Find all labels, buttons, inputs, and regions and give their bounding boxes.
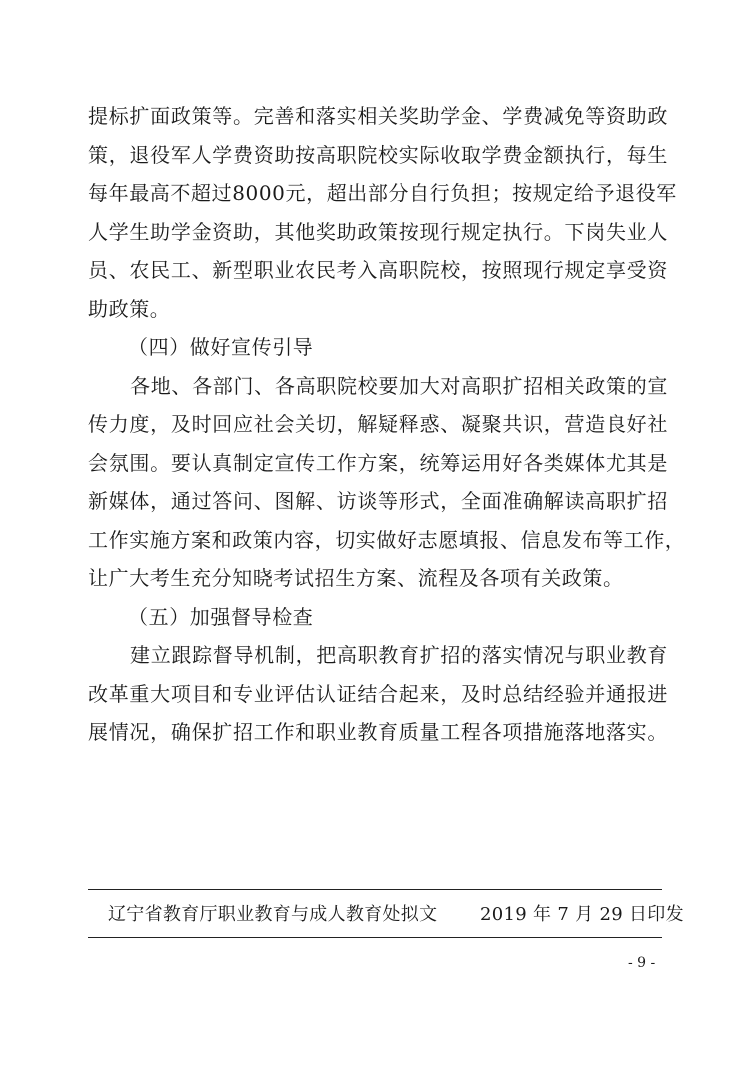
body-line: 提标扩面政策等。完善和落实相关奖助学金、学费减免等资助政 xyxy=(88,104,668,128)
body-line: 策，退役军人学费资助按高职院校实际收取学费金额执行，每生 xyxy=(88,142,668,167)
body-line: 新媒体，通过答问、图解、访谈等形式，全面准确解读高职扩招 xyxy=(88,489,668,513)
section-heading-5: （五）加强督导检查 xyxy=(128,604,314,629)
body-line: 助政策。 xyxy=(88,296,171,321)
body-line: 让广大考生充分知晓考试招生方案、流程及各项有关政策。 xyxy=(88,566,624,590)
body-line: 每年最高不超过8000元，超出部分自行负担；按规定给予退役军 xyxy=(88,181,677,205)
body-line: 人学生助学金资助，其他奖助政策按现行规定执行。下岗失业人 xyxy=(88,219,668,244)
footer-print-date: 2019 年 7 月 29 日印发 xyxy=(480,904,684,925)
footer-bottom-rule xyxy=(88,937,662,938)
body-line: 员、农民工、新型职业农民考入高职院校，按照现行规定享受资 xyxy=(88,258,668,282)
body-line: 展情况，确保扩招工作和职业教育质量工程各项措施落地落实。 xyxy=(88,720,668,744)
body-line: 建立跟踪督导机制，把高职教育扩招的落实情况与职业教育 xyxy=(130,643,668,667)
body-line: 各地、各部门、各高职院校要加大对高职扩招相关政策的宣 xyxy=(130,373,668,398)
page-number: - 9 - xyxy=(628,955,656,971)
body-line: 改革重大项目和专业评估认证结合起来，及时总结经验并通报进 xyxy=(88,681,668,706)
body-line: 传力度，及时回应社会关切，解疑释惑、凝聚共识，营造良好社 xyxy=(88,412,668,436)
section-heading-4: （四）做好宣传引导 xyxy=(128,335,314,359)
document-body xyxy=(88,97,686,752)
body-line: 工作实施方案和政策内容，切实做好志愿填报、信息发布等工作， xyxy=(88,527,686,552)
footer-top-rule xyxy=(88,889,662,890)
footer-issuer: 辽宁省教育厅职业教育与成人教育处拟文 xyxy=(108,904,438,925)
body-line: 会氛围。要认真制定宣传工作方案，统筹运用好各类媒体尤其是 xyxy=(88,450,668,475)
